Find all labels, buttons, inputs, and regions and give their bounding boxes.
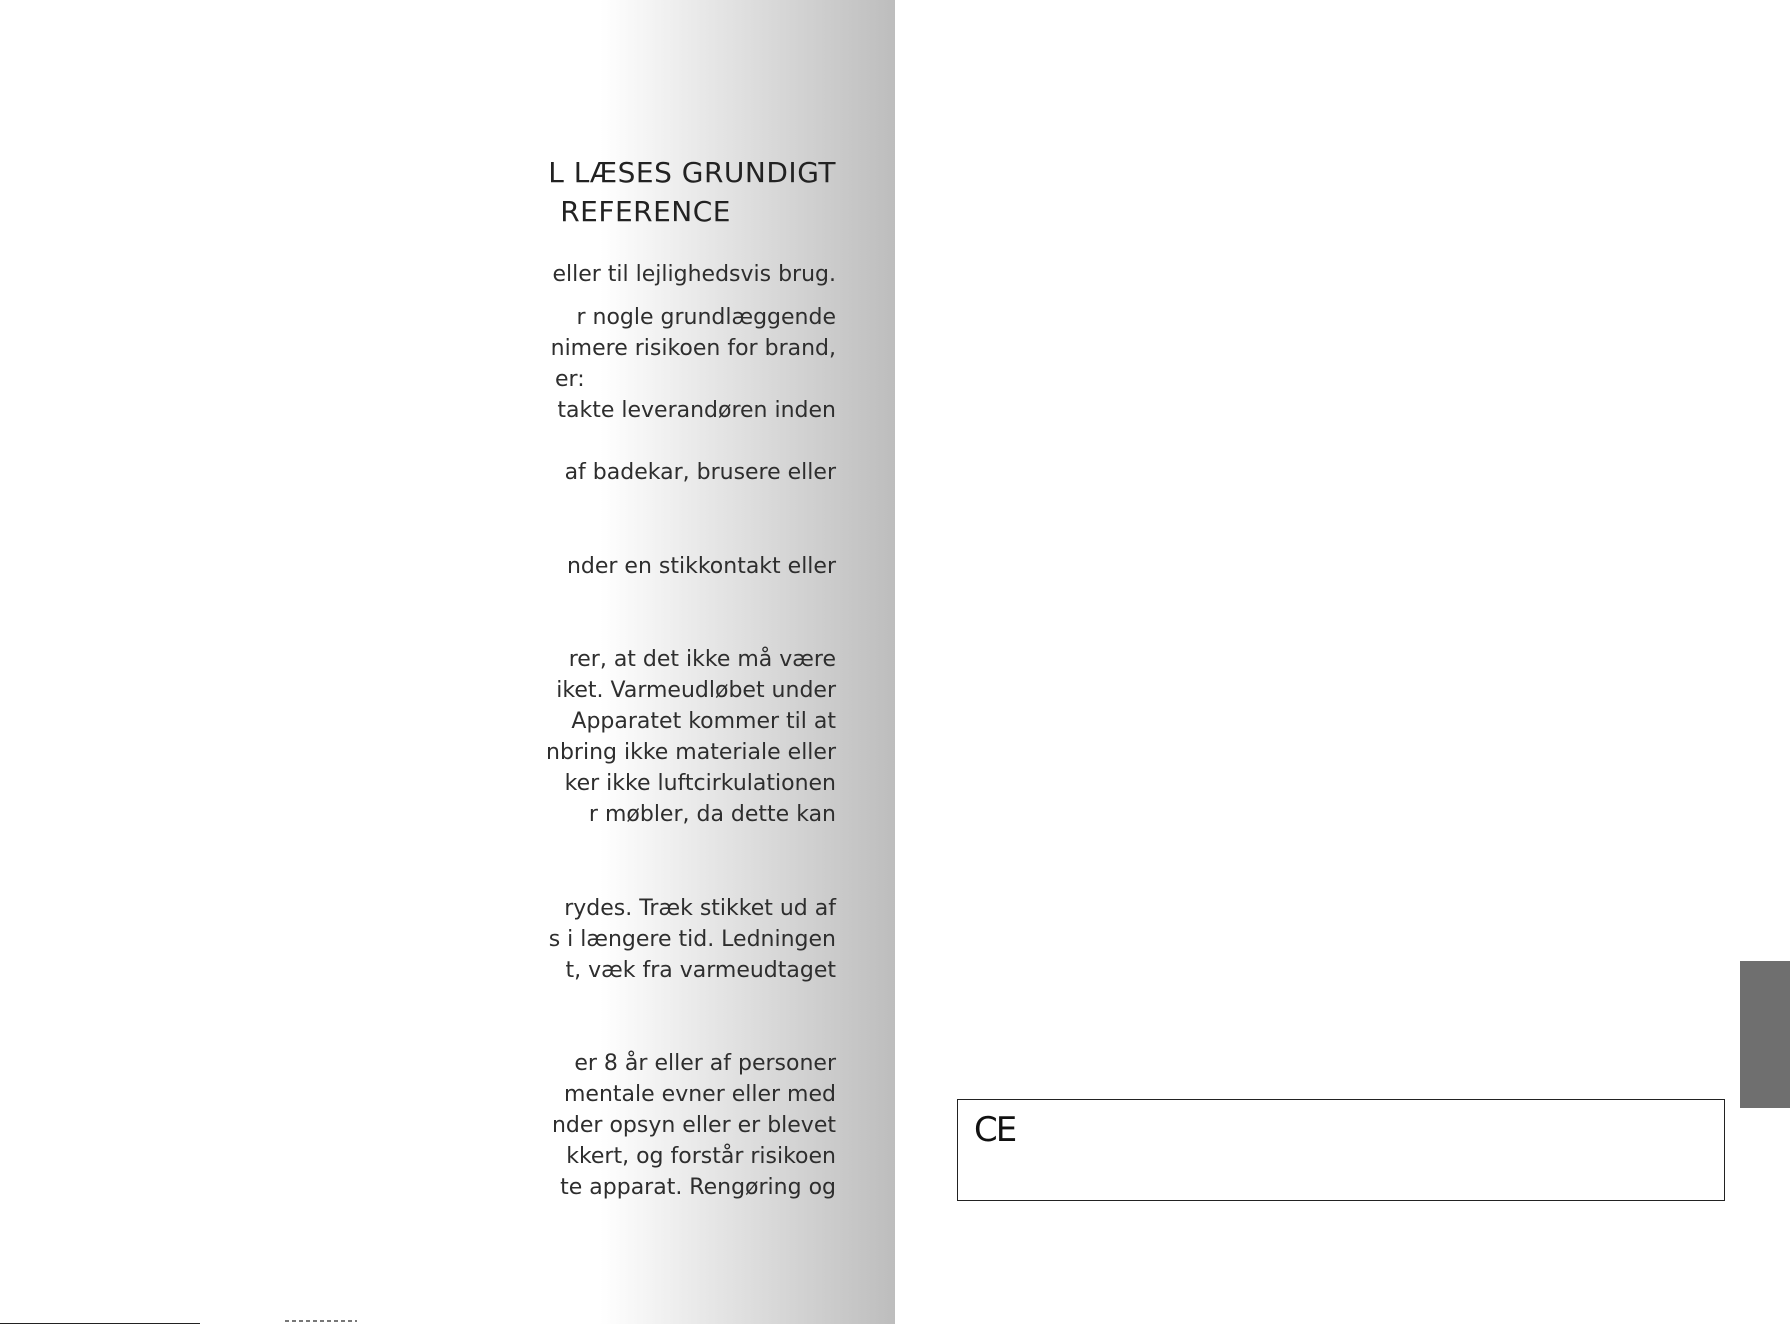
right-page bbox=[895, 0, 1790, 1324]
text-line: kkert, og forstår risikoen bbox=[566, 1144, 836, 1169]
text-line: nder en stikkontakt eller bbox=[566, 554, 836, 579]
text-line: mentale evner eller med bbox=[564, 1082, 836, 1107]
text-line: er 8 år eller af personer bbox=[574, 1051, 836, 1076]
text-line: nbring ikke materiale eller bbox=[546, 740, 836, 765]
text-line: s i længere tid. Ledningen bbox=[548, 927, 836, 952]
ce-notice-box bbox=[957, 1099, 1725, 1201]
text-line: rydes. Træk stikket ud af bbox=[564, 896, 836, 921]
text-line: nimere risikoen for brand, bbox=[550, 336, 836, 361]
text-line: nder opsyn eller er blevet bbox=[551, 1113, 836, 1138]
text-line: iket. Varmeudløbet under bbox=[556, 678, 836, 703]
chapter-tab-marker bbox=[1740, 961, 1790, 1108]
text-line: ker ikke luftcirkulationen bbox=[564, 771, 836, 796]
text-line: rer, at det ikke må være bbox=[568, 647, 836, 672]
text-line: r nogle grundlæggende bbox=[576, 305, 836, 330]
text-line: t, væk fra varmeudtaget bbox=[565, 958, 836, 983]
heading-line-1: L LÆSES GRUNDIGT bbox=[548, 156, 836, 189]
text-line: af badekar, brusere eller bbox=[564, 460, 836, 485]
text-line: Apparatet kommer til at bbox=[571, 709, 836, 734]
footer-mark bbox=[285, 1320, 357, 1322]
text-line: r møbler, da dette kan bbox=[588, 802, 836, 827]
ce-mark-icon: CE bbox=[974, 1110, 1016, 1150]
heading-line-2: REFERENCE bbox=[560, 195, 731, 228]
text-line: er: bbox=[555, 367, 585, 392]
intro-text: eller til lejlighedsvis brug. bbox=[552, 262, 836, 287]
text-line: te apparat. Rengøring og bbox=[560, 1175, 836, 1200]
text-line: takte leverandøren inden bbox=[557, 398, 836, 423]
